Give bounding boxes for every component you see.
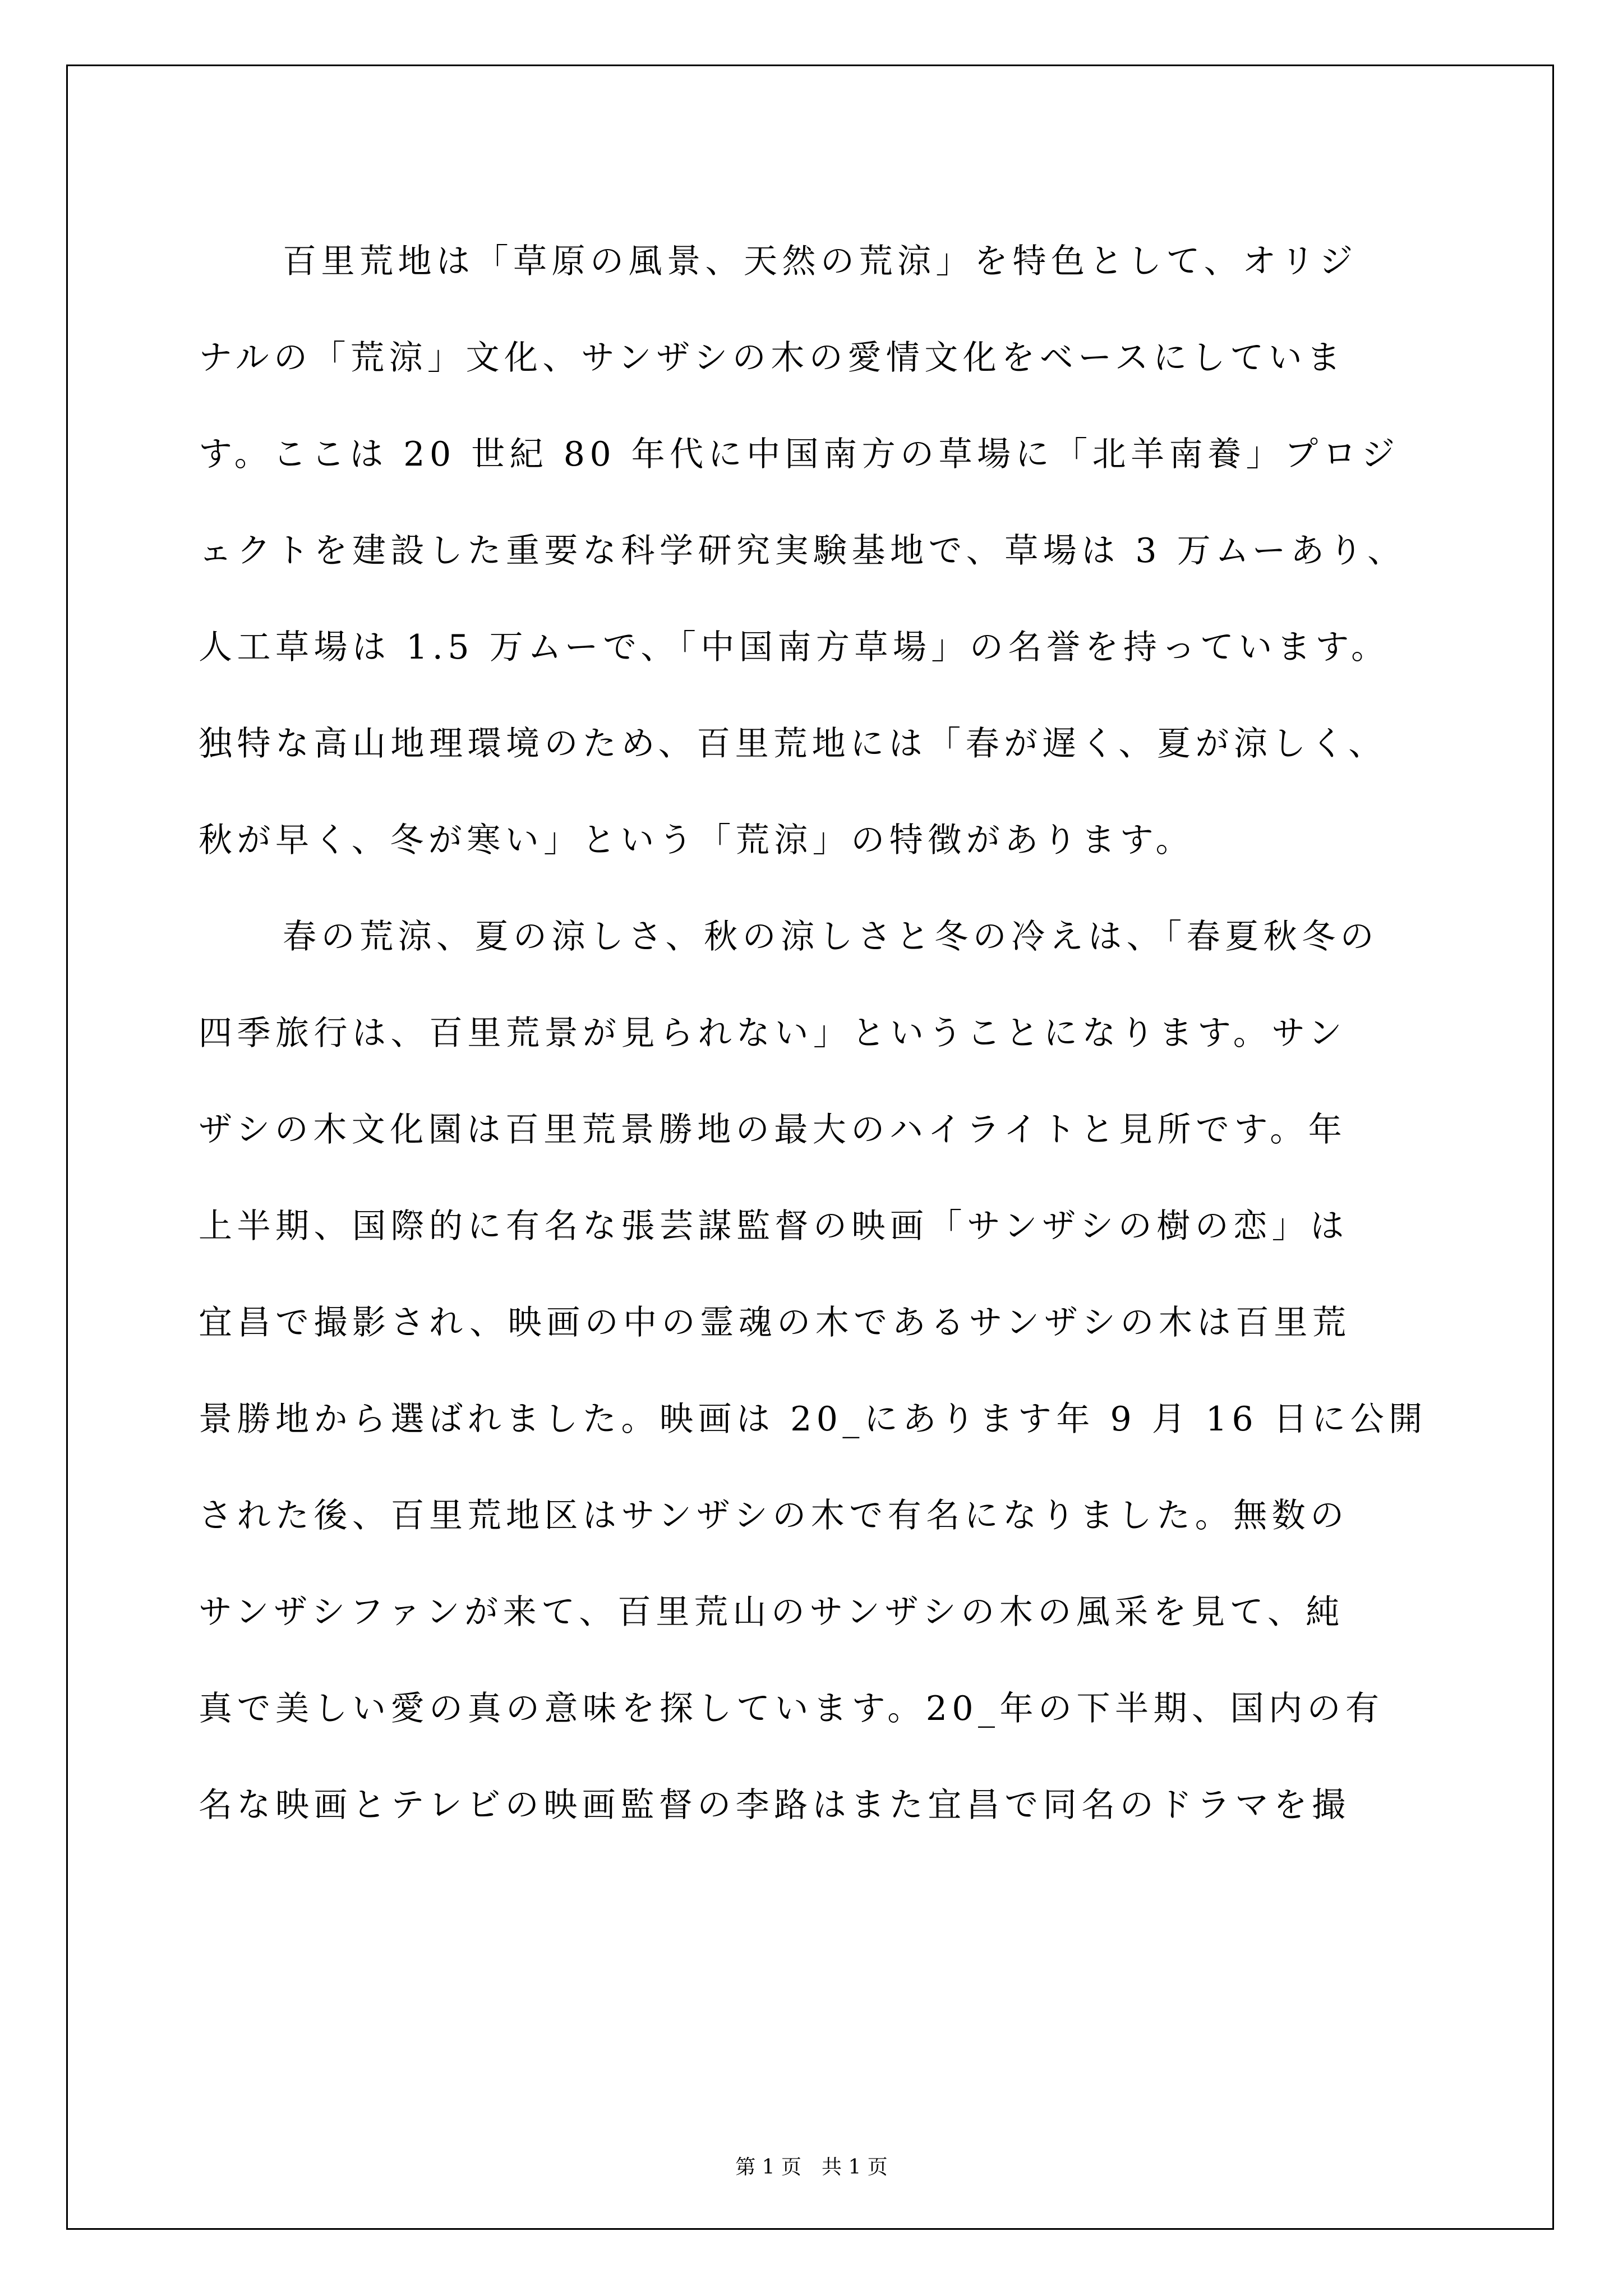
- text-line: された後、百里荒地区はサンザシの木で有名になりました。無数の: [199, 1496, 1349, 1535]
- text-line: 秋が早く、冬が寒い」という「荒涼」の特徴があります。: [199, 821, 1194, 860]
- text-line: ザシの木文化園は百里荒景勝地の最大のハイライトと見所です。年: [199, 1110, 1347, 1149]
- text-line: 百里荒地は「草原の風景、天然の荒涼」を特色として、オリジ: [283, 242, 1358, 281]
- text-line: す。ここは 20 世紀 80 年代に中国南方の草場に「北羊南養」プロジ: [199, 435, 1400, 474]
- text-line: 上半期、国際的に有名な張芸謀監督の映画「サンザシの樹の恋」は: [199, 1207, 1349, 1246]
- text-line: 独特な高山地理環境のため、百里荒地には「春が遅く、夏が涼しく、: [199, 724, 1387, 763]
- paragraph-2: [199, 889, 1432, 1853]
- text-line: 景勝地から選ばれました。映画は 20_にあります年 9 月 16 日に公開: [199, 1400, 1427, 1439]
- text-line: ナルの「荒涼」文化、サンザシの木の愛情文化をベースにしていま: [199, 338, 1345, 378]
- text-line: 名な映画とテレビの映画監督の李路はまた宜昌で同名のドラマを撮: [199, 1786, 1350, 1825]
- text-line: 真で美しい愛の真の意味を探しています。20_年の下半期、国内の有: [199, 1689, 1384, 1728]
- paragraph-1: [199, 213, 1432, 889]
- text-line: ェクトを建設した重要な科学研究実験基地で、草場は 3 万ムーあり、: [199, 531, 1406, 570]
- text-line: 宜昌で撮影され、映画の中の霊魂の木であるサンザシの木は百里荒: [199, 1303, 1351, 1342]
- text-line: 人工草場は 1.5 万ムーで、「中国南方草場」の名誉を持っています。: [199, 628, 1390, 667]
- text-line: 春の荒涼、夏の涼しさ、秋の涼しさと冬の冷えは、「春夏秋冬の: [283, 917, 1379, 956]
- text-line: サンザシファンが来て、百里荒山のサンザシの木の風采を見て、純: [199, 1593, 1344, 1632]
- page-number: 第 1 页 共 1 页: [735, 2156, 888, 2179]
- text-line: 四季旅行は、百里荒景が見られない」ということになります。サン: [199, 1014, 1347, 1053]
- document-body: [199, 213, 1432, 1853]
